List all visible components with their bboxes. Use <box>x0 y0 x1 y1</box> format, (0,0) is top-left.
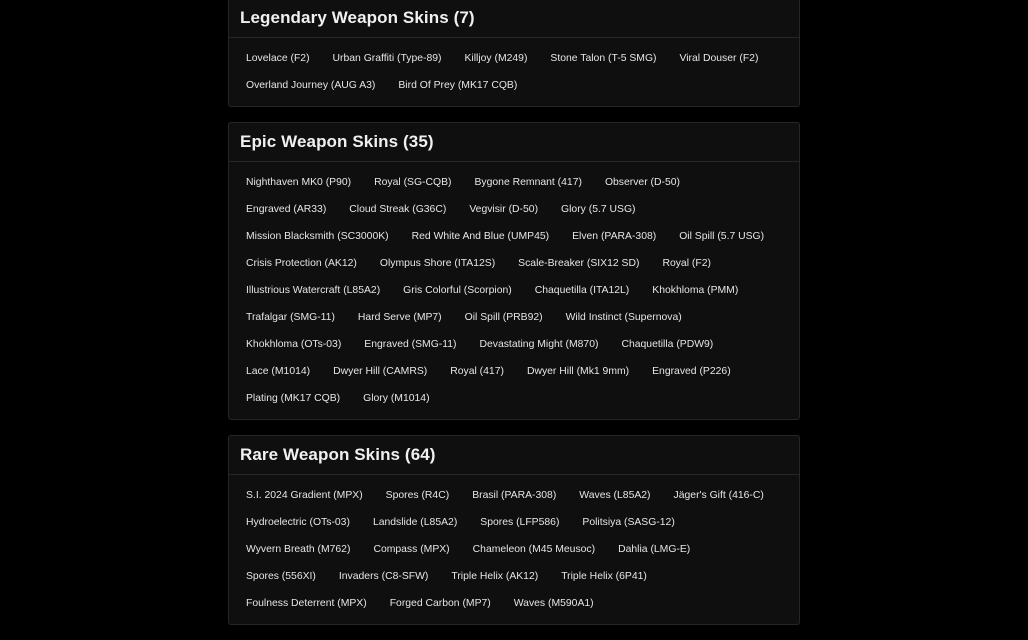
skin-item[interactable]: Cloud Streak (G36C) <box>349 204 447 215</box>
skin-item[interactable]: Engraved (SMG-11) <box>364 339 457 350</box>
skin-item[interactable]: Plating (MK17 CQB) <box>246 393 341 404</box>
skin-item[interactable]: Waves (L85A2) <box>579 490 651 501</box>
skin-item[interactable]: Wyvern Breath (M762) <box>246 544 351 555</box>
section-title: Legendary Weapon Skins (7) <box>229 0 799 38</box>
skin-item[interactable]: Dahlia (LMG-E) <box>618 544 691 555</box>
skin-item[interactable]: Royal (417) <box>450 366 504 377</box>
section-epic-weapon-skins <box>228 122 800 420</box>
skin-item[interactable]: Khokhloma (PMM) <box>652 285 739 296</box>
skin-item[interactable]: Politsiya (SASG-12) <box>582 517 675 528</box>
skin-item[interactable]: Observer (D-50) <box>604 177 680 188</box>
skin-item[interactable]: Oil Spill (PRB92) <box>464 312 543 323</box>
skin-item[interactable]: Chaquetilla (PDW9) <box>621 339 714 350</box>
skin-item[interactable]: Landslide (L85A2) <box>372 517 458 528</box>
skin-item[interactable]: Royal (F2) <box>662 258 711 269</box>
skin-item[interactable]: Spores (LFP586) <box>480 517 560 528</box>
skin-item[interactable]: Spores (R4C) <box>385 490 450 501</box>
skin-item[interactable]: Viral Douser (F2) <box>679 53 759 64</box>
skin-item[interactable]: Glory (5.7 USG) <box>561 204 636 215</box>
skin-item[interactable]: Stone Talon (T-5 SMG) <box>550 53 657 64</box>
skin-item[interactable]: Olympus Shore (ITA12S) <box>379 258 496 269</box>
skin-list <box>229 475 799 624</box>
skin-item[interactable]: Killjoy (M249) <box>464 53 528 64</box>
section-rare-weapon-skins <box>228 435 800 625</box>
skin-item[interactable]: Dwyer Hill (Mk1 9mm) <box>526 366 630 377</box>
skin-list <box>229 162 799 419</box>
skin-item[interactable]: Forged Carbon (MP7) <box>389 598 491 609</box>
skin-item[interactable]: Dwyer Hill (CAMRS) <box>333 366 428 377</box>
skin-item[interactable]: Scale-Breaker (SIX12 SD) <box>518 258 640 269</box>
skin-item[interactable]: Foulness Deterrent (MPX) <box>246 598 367 609</box>
skin-item[interactable]: Glory (M1014) <box>363 393 430 404</box>
skin-item[interactable]: Gris Colorful (Scorpion) <box>403 285 512 296</box>
skin-item[interactable]: Crisis Protection (AK12) <box>246 258 357 269</box>
skin-item[interactable]: Urban Graffiti (Type-89) <box>332 53 442 64</box>
skin-item[interactable]: Mission Blacksmith (SC3000K) <box>246 231 389 242</box>
skin-item[interactable]: S.I. 2024 Gradient (MPX) <box>246 490 363 501</box>
skin-item[interactable]: Lovelace (F2) <box>246 53 310 64</box>
skin-item[interactable]: Nighthaven MK0 (P90) <box>246 177 352 188</box>
skin-item[interactable]: Lace (M1014) <box>246 366 311 377</box>
skin-item[interactable]: Chameleon (M45 Meusoc) <box>472 544 596 555</box>
skin-item[interactable]: Invaders (C8-SFW) <box>338 571 429 582</box>
skin-item[interactable]: Chaquetilla (ITA12L) <box>534 285 630 296</box>
skin-item[interactable]: Waves (M590A1) <box>513 598 594 609</box>
skin-item[interactable]: Brasil (PARA-308) <box>472 490 557 501</box>
skin-item[interactable]: Khokhloma (OTs-03) <box>246 339 342 350</box>
section-legendary-weapon-skins <box>228 0 800 107</box>
skin-item[interactable]: Red White And Blue (UMP45) <box>411 231 550 242</box>
skin-item[interactable]: Elven (PARA-308) <box>572 231 657 242</box>
skin-item[interactable]: Hydroelectric (OTs-03) <box>246 517 350 528</box>
section-title: Rare Weapon Skins (64) <box>229 436 799 475</box>
skin-item[interactable]: Oil Spill (5.7 USG) <box>679 231 765 242</box>
skin-item[interactable]: Triple Helix (6P41) <box>561 571 647 582</box>
section-title: Epic Weapon Skins (35) <box>229 123 799 162</box>
skin-item[interactable]: Bird Of Prey (MK17 CQB) <box>398 80 518 91</box>
skin-item[interactable]: Engraved (P226) <box>652 366 731 377</box>
skin-item[interactable]: Bygone Remnant (417) <box>474 177 582 188</box>
skin-item[interactable]: Hard Serve (MP7) <box>357 312 442 323</box>
skin-item[interactable]: Triple Helix (AK12) <box>451 571 539 582</box>
skin-item[interactable]: Jäger's Gift (416-C) <box>673 490 764 501</box>
skin-item[interactable]: Illustrious Watercraft (L85A2) <box>246 285 381 296</box>
skin-item[interactable]: Compass (MPX) <box>373 544 450 555</box>
skin-item[interactable]: Spores (556XI) <box>246 571 316 582</box>
skin-list <box>229 38 799 106</box>
skin-item[interactable]: Trafalgar (SMG-11) <box>246 312 335 323</box>
skin-item[interactable]: Wild Instinct (Supernova) <box>565 312 682 323</box>
skin-item[interactable]: Vegvisir (D-50) <box>469 204 539 215</box>
skin-item[interactable]: Devastating Might (M870) <box>479 339 599 350</box>
skin-item[interactable]: Royal (SG-CQB) <box>374 177 452 188</box>
skin-item[interactable]: Engraved (AR33) <box>246 204 327 215</box>
skin-item[interactable]: Overland Journey (AUG A3) <box>246 80 376 91</box>
skin-sections <box>228 0 800 640</box>
